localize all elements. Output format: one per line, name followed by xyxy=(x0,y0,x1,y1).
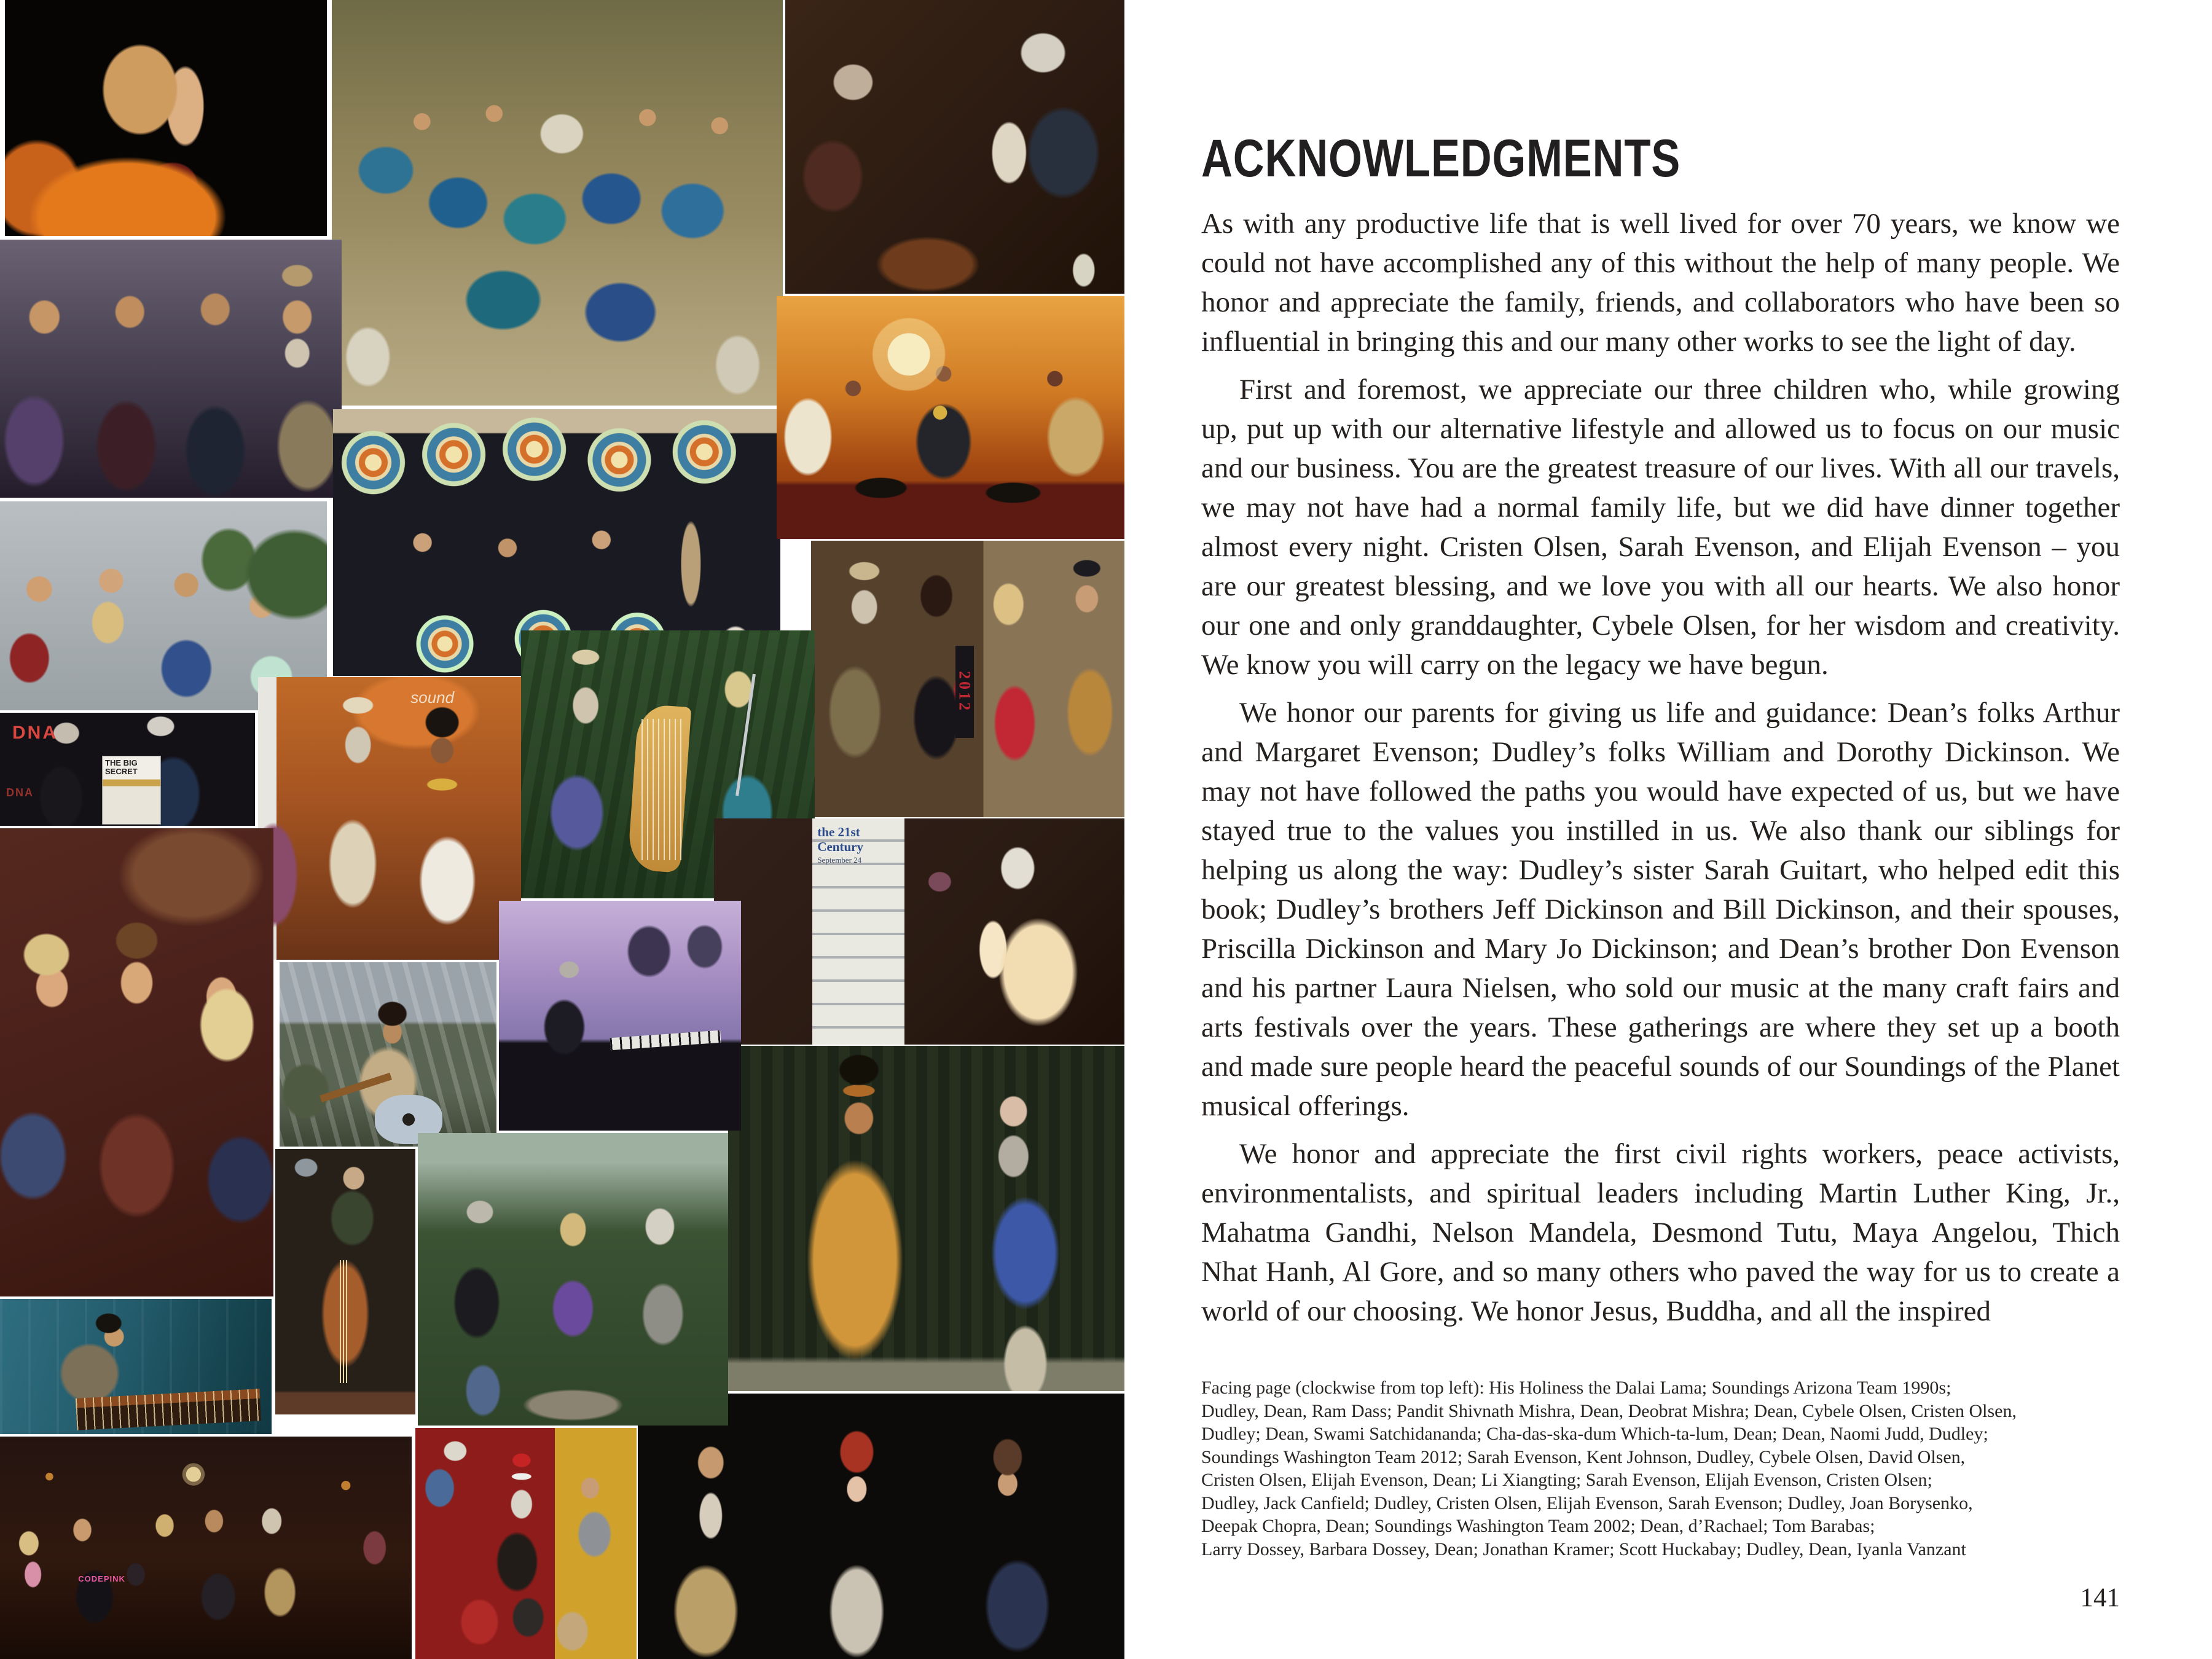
body-text xyxy=(1201,204,2120,1339)
century-poster-title: the 21st Century xyxy=(817,825,863,854)
caption-line: Soundings Washington Team 2012; Sarah Evenson, Kent Johnson, Dudley, Cybele Olsen, David Olsen, xyxy=(1201,1446,1966,1467)
photo-caption xyxy=(1201,1376,2147,1561)
codepink-shirt-text: CODEPINK xyxy=(78,1574,125,1584)
photo-arizona-team xyxy=(332,0,783,406)
caption-line: Cristen Olsen, Elijah Evenson, Dean; Li Xiangting; Sarah Evenson, Elijah Evenson, Cristen Olsen; xyxy=(1201,1470,1932,1490)
photo-scott-huckabay xyxy=(280,962,496,1147)
caption-line: Dudley; Dean, Swami Satchidananda; Cha-das-ska-dum Which-ta-lum, Dean; Dean, Naomi Judd, Dudley; xyxy=(1201,1424,1988,1444)
caption-line: Larry Dossey, Barbara Dossey, Dean; Jonathan Kramer; Scott Huckabay; Dudley, Dean, Iyanla Vanzant xyxy=(1201,1539,1966,1559)
harp-strings-icon xyxy=(641,719,683,860)
caption-line: Dudley, Jack Canfield; Dudley, Cristen Olsen, Elijah Evenson, Sarah Evenson; Dudley, Joan Borysenko, xyxy=(1201,1492,1973,1513)
big-secret-book xyxy=(102,756,161,825)
acknowledgments-page xyxy=(1124,0,2212,1659)
photo-ram-dass xyxy=(785,0,1124,294)
caption-line: Deepak Chopra, Dean; Soundings Washington Team 2002; Dean, d’Rachael; Tom Barabas; xyxy=(1201,1516,1875,1536)
soundings-backdrop-text: sound xyxy=(410,688,455,707)
century-poster-date: September 24 xyxy=(817,855,862,865)
photo-dossey-trio xyxy=(418,1133,728,1426)
paragraph: As with any productive life that is well lived for over 70 years, we know we could not have accomplished any of this without the help of many people. We honor and appreciate the family, friends, and collaborators who have been so influential in bringing this and our many other works to see the light of day. xyxy=(1201,208,2120,358)
caption-line: Dudley, Dean, Ram Dass; Pandit Shivnath Mishra, Dean, Deobrat Mishra; Dean, Cybele Olsen, Cristen Olsen, xyxy=(1201,1400,2017,1421)
photo-dalai-lama xyxy=(5,0,327,236)
piano-keys-icon xyxy=(610,1030,721,1051)
page-number: 141 xyxy=(2080,1583,2120,1612)
photo-li-xiangting xyxy=(0,1299,272,1434)
photo-tom-barabas xyxy=(499,901,741,1131)
page-title: ACKNOWLEDGMENTS xyxy=(1201,129,1681,188)
guzheng-icon xyxy=(76,1389,261,1430)
photo-naomi-judd xyxy=(638,1394,1124,1659)
photo-satchidananda xyxy=(714,818,1124,1045)
photo-sitar-trio xyxy=(777,296,1124,539)
photo-washington-team-2012 xyxy=(0,1437,412,1659)
caption-line: Facing page (clockwise from top left): His Holiness the Dalai Lama; Soundings Arizona Team 1990s; xyxy=(1201,1378,1951,1398)
photo-three-smiling xyxy=(0,828,273,1296)
photo-graduation-2012 xyxy=(811,541,1124,817)
dna-backdrop-text: DNA xyxy=(12,723,58,743)
paragraph: First and foremost, we appreciate our three children who, while growing up, put up with our alternative lifestyle and allowed us to focus on our music and our business. You are the greatest treasure of our lives. With all our travels, we may not have had a normal family life, but we did have dinner together almost every night. Cristen Olsen, Sarah Evenson, and Elijah Evenson – you are our greatest blessing, and we love you with all our hearts. We also honor our one and only granddaughter, Cybele Olsen, for her wisdom and creativity. We know you will carry on the legacy we have begun. xyxy=(1201,374,2120,681)
century-poster xyxy=(812,818,904,1045)
big-secret-book-title: THE BIG SECRET xyxy=(105,758,138,776)
flute-icon xyxy=(735,673,756,796)
guitar-neck-icon xyxy=(320,1073,392,1102)
photo-jonathan-kramer xyxy=(275,1149,415,1414)
photo-chopra-group xyxy=(0,240,342,498)
graduation-sash: 2012 xyxy=(955,646,974,738)
photo-buckskin xyxy=(728,1046,1124,1391)
photo-jack-canfield xyxy=(0,713,255,826)
photo-iyanla-trio xyxy=(258,677,521,960)
photo-santa-group xyxy=(415,1428,637,1659)
cello-strings-icon xyxy=(340,1260,348,1383)
paragraph: We honor and appreciate the first civil rights workers, peace activists, environmentalists, and spiritual leaders including Martin Luther King, Jr., Mahatma Gandhi, Nelson Mandela, Desmond Tutu, Maya Angelou, Thich Nhat Hanh, Al Gore, and so many others who paved the way for us to create a world of our choosing. We honor Jesus, Buddha, and all the inspired xyxy=(1201,1138,2120,1327)
dna-backdrop-text-small: DNA xyxy=(6,786,34,799)
paragraph: We honor our parents for giving us life and guidance: Dean’s folks Arthur and Margaret Evenson; Dudley’s folks William and Dorothy Dickinson. We may not have followed the paths you would have expected of us, but we have stayed true to the values you instilled in us. We also thank our siblings for helping us along the way: Dudley’s sister Sarah Guitart, who helped edit this book; Dudley’s brothers Jeff Dickinson and Bill Dickinson, and their spouses, Priscilla Dickinson and Mary Jo Dickinson; and Dean’s brother Don Evenson and his partner Laura Nielsen, who sold our music at the many craft fairs and arts festivals over the years. These gatherings are where they set up a booth and made sure people heard the peaceful sounds of our Soundings of the Planet musical offerings. xyxy=(1201,697,2120,1122)
